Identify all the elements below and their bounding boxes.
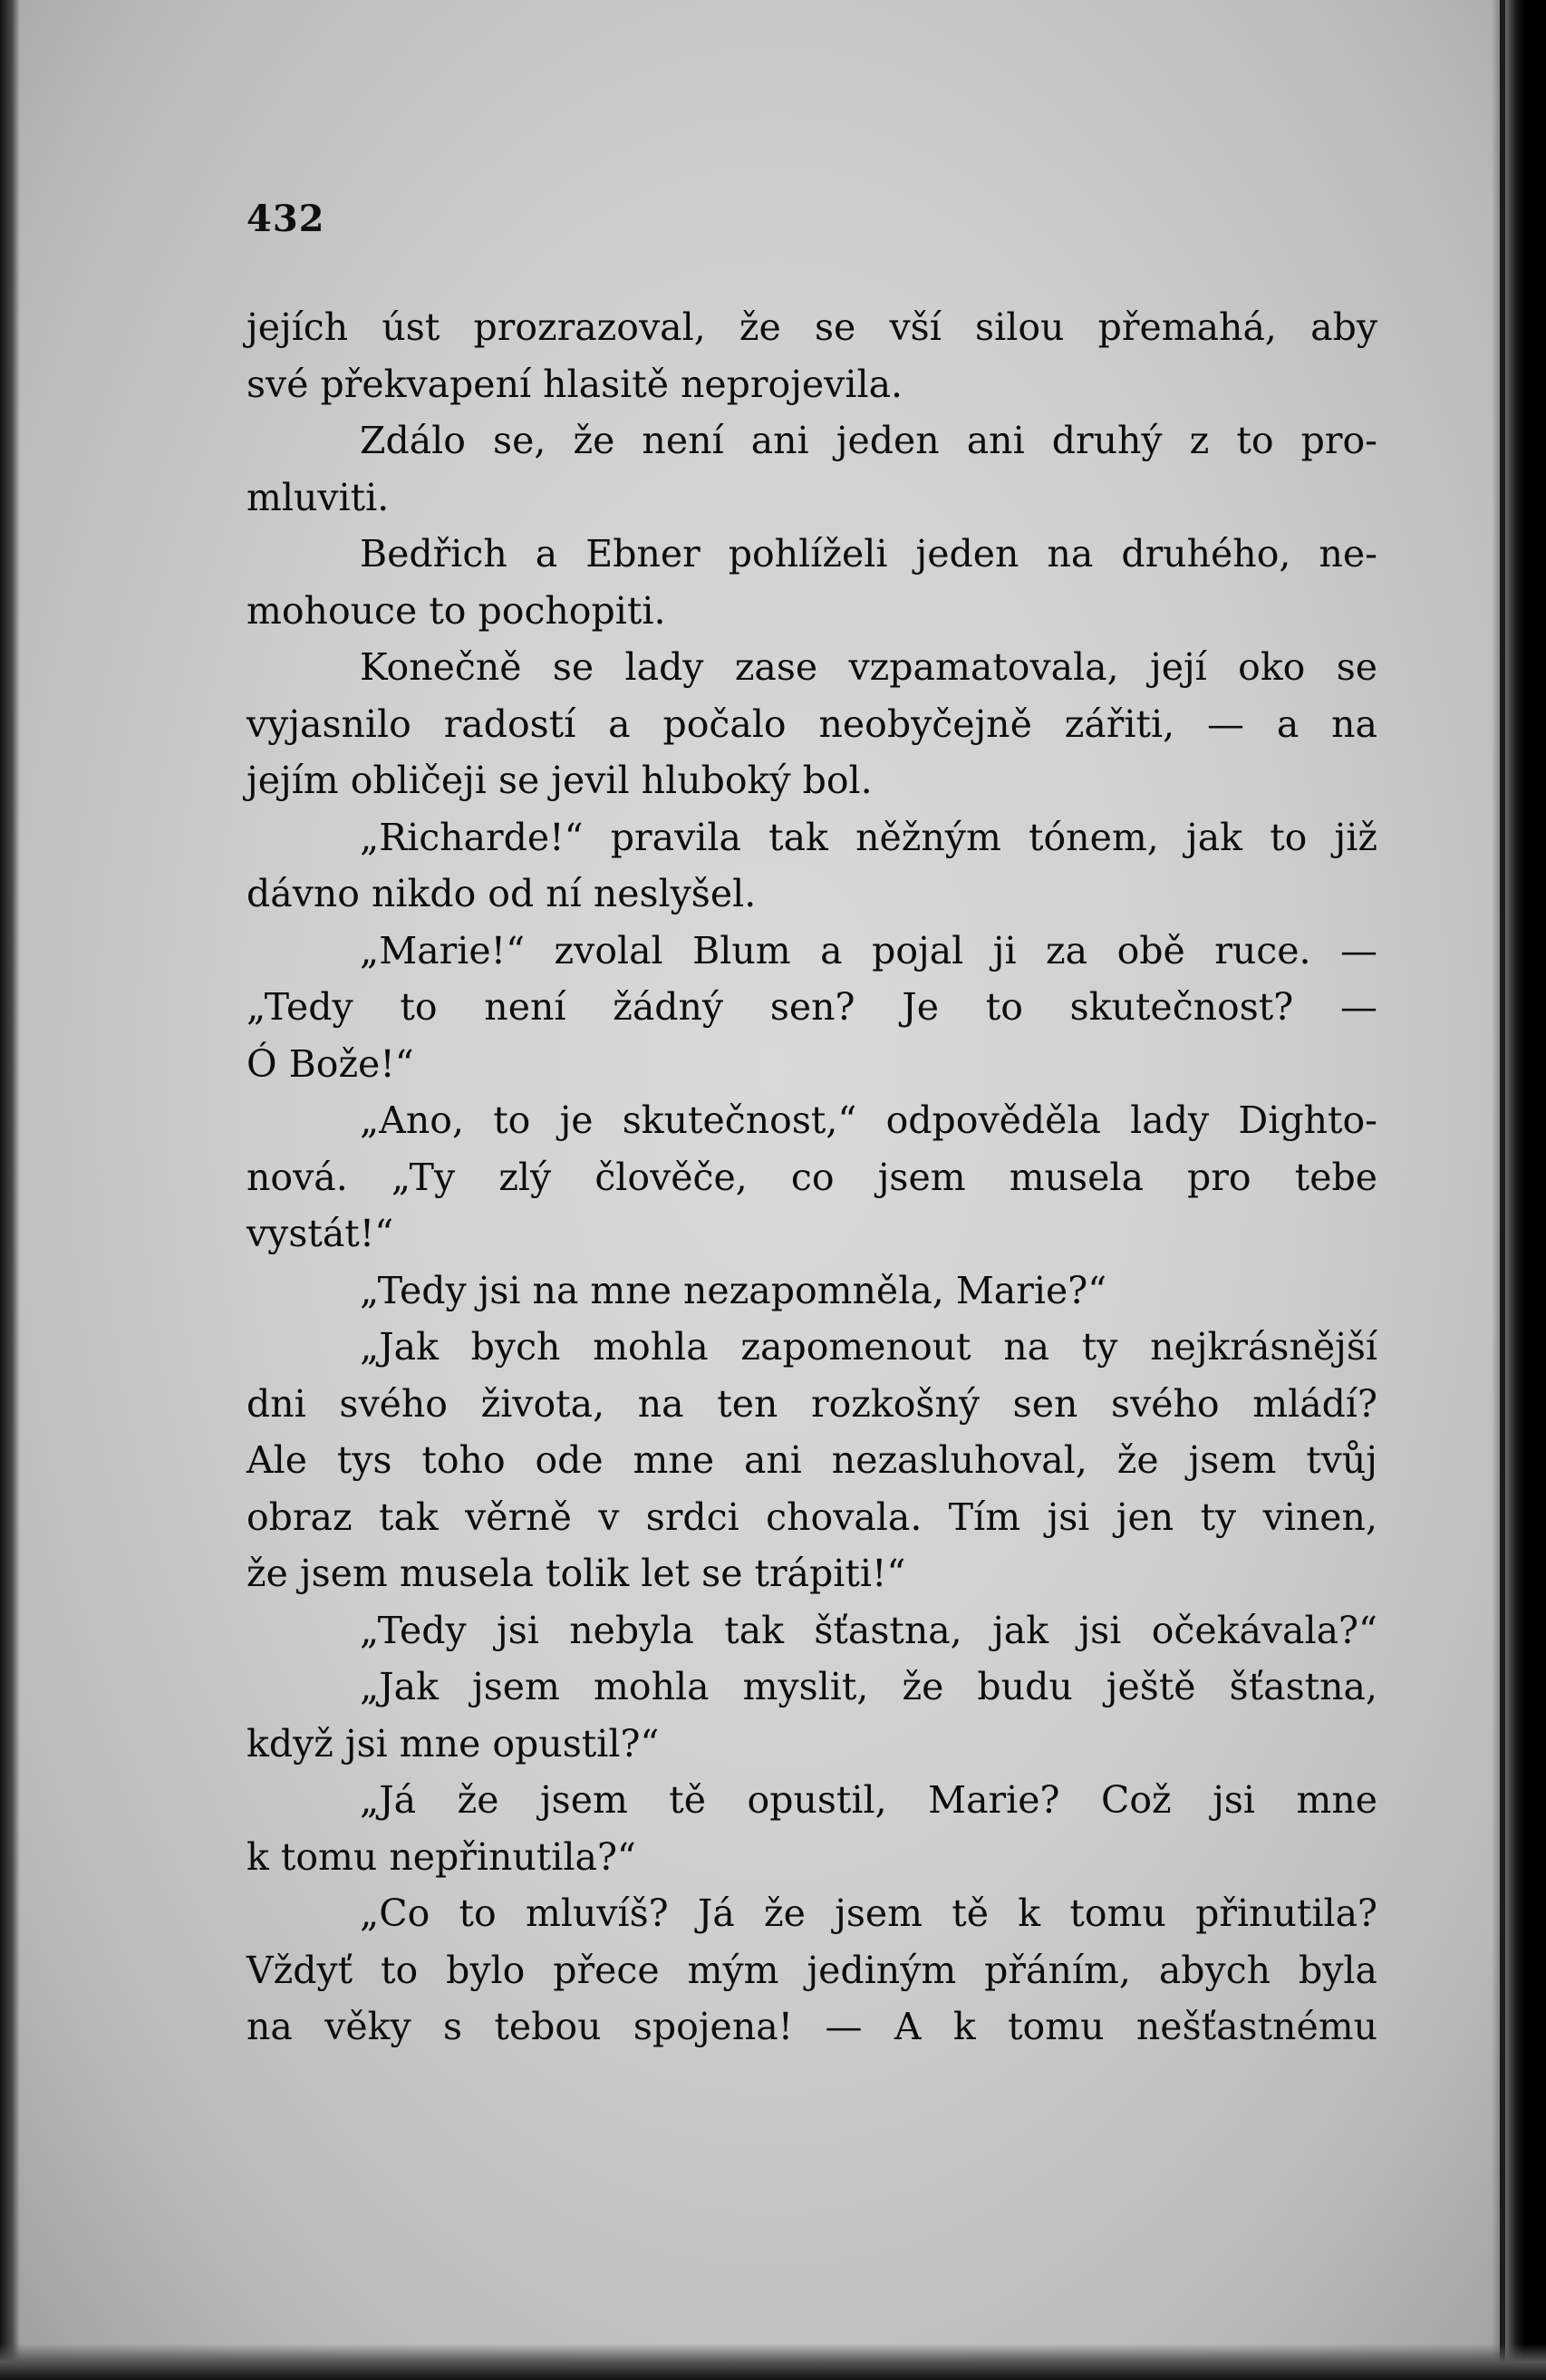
text-line: „Co to mluvíš? Já že jsem tě k tomu přinutila? [360, 1891, 1377, 1935]
body-text [246, 299, 1377, 2056]
page-number: 432 [246, 198, 325, 240]
text-line: „Richarde!“ pravila tak něžným tónem, jak to již [360, 815, 1377, 859]
text-line: vystát!“ [246, 1212, 394, 1255]
text-line: k tomu nepřinutila?“ [246, 1834, 636, 1879]
text-line: jejích úst prozrazoval, že se vší silou přemahá, aby [246, 305, 1377, 349]
text-line: mluviti. [246, 475, 390, 519]
text-line: dni svého života, na ten rozkošný sen svého mládí? [246, 1381, 1377, 1426]
text-line: Ale tys toho ode mne ani nezasluhoval, že jsem tvůj [246, 1438, 1377, 1482]
text-line: obraz tak věrně v srdci chovala. Tím jsi jen ty vinen, [246, 1495, 1377, 1539]
text-line: Konečně se lady zase vzpamatovala, její oko se [360, 645, 1377, 689]
text-line: své překvapení hlasitě neprojevila. [246, 362, 903, 406]
text-line: „Ano, to je skutečnost,“ odpověděla lady Dighto- [360, 1098, 1377, 1142]
text-line: „Tedy jsi nebyla tak šťastna, jak jsi očekávala?“ [360, 1608, 1377, 1652]
text-line: že jsem musela tolik let se trápiti!“ [246, 1552, 906, 1595]
text-line: Vždyť to bylo přece mým jediným přáním, abych byla [246, 1948, 1377, 1992]
page-fold-line [1500, 0, 1505, 2380]
text-line: nová. „Ty zlý člověče, co jsem musela pro tebe [246, 1155, 1377, 1199]
text-line: dávno nikdo od ní neslyšel. [246, 872, 757, 915]
text-line: „Já že jsem tě opustil, Marie? Což jsi mne [360, 1778, 1377, 1822]
text-line: Bedřich a Ebner pohlíželi jeden na druhého, ne- [360, 532, 1377, 576]
text-line: na věky s tebou spojena! — A k tomu nešťastnému [246, 2005, 1377, 2048]
scan-edge-bottom [0, 2344, 1546, 2380]
text-line: Zdálo se, že není ani jeden ani druhý z to pro- [360, 419, 1377, 462]
text-line: „Marie!“ zvolal Blum a pojal ji za obě ruce. — [360, 928, 1377, 972]
text-line: Ó Bože!“ [246, 1041, 414, 1086]
scan-edge-left [0, 0, 20, 2380]
text-line: když jsi mne opustil?“ [246, 1721, 660, 1766]
text-line: vyjasnilo radostí a počalo neobyčejně zářiti, — a na [246, 701, 1377, 746]
text-line: „Tedy jsi na mne nezapomněla, Marie?“ [360, 1268, 1107, 1312]
text-line: „Tedy to není žádný sen? Je to skutečnost? — [246, 985, 1377, 1029]
text-line: „Jak jsem mohla myslit, že budu ještě šťastna, [360, 1665, 1377, 1708]
text-line: jejím obličeji se jevil hluboký bol. [246, 759, 873, 802]
text-line: mohouce to pochopiti. [246, 588, 666, 633]
text-line: „Jak bych mohla zapomenout na ty nejkrásnější [360, 1325, 1377, 1369]
